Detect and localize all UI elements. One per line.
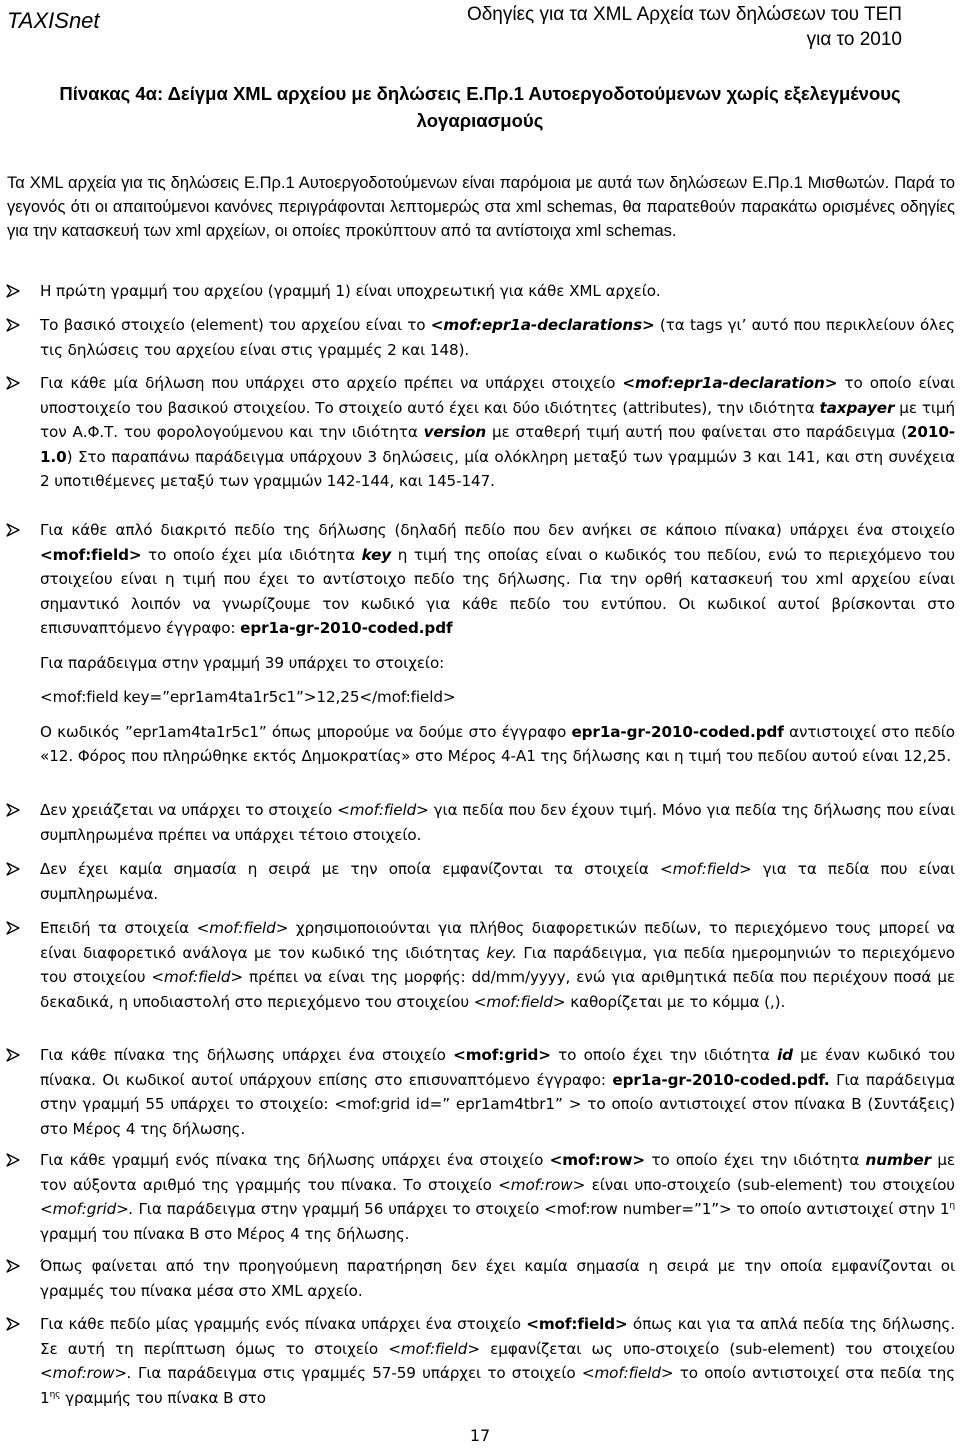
attribute-name: id [777,1046,793,1064]
list-item-text: Δεν έχει καμία σημασία η σειρά με την οποία εμφανίζονται τα στοιχεία [40,860,660,878]
xml-tag: <mof:field> [388,1339,480,1358]
list-item-text: Για κάθε γραμμή ενός πίνακα της δήλωσης υπάρχει ένα στοιχείο [40,1151,550,1169]
header-title-line1: Οδηγίες για τα XML Αρχεία των δηλώσεων του ΤΕΠ [466,4,902,25]
list-item-text: Η πρώτη γραμμή του αρχείου (γραμμή 1) είναι υποχρεωτική για κάθε XML αρχείο. [40,282,661,300]
arrow-bullet-icon [6,376,20,390]
file-reference: epr1a-gr-2010-coded.pdf [571,722,784,741]
list-item-text: με τιμή τον Α.Φ.Τ. του φορολογούμενου και την ιδιότητα [40,398,955,441]
xml-tag: <mof:row> [549,1151,646,1169]
attribute-name: key [361,545,392,564]
list-item-text: γραμμής του πίνακα Β στο [60,1388,266,1407]
list-item-text: το οποίο έχει μία ιδιότητα [141,545,362,564]
list-item [40,1254,955,1303]
table-caption-line1: Πίνακας 4α: Δείγμα XML αρχείου με δηλώσεις Ε.Πρ.1 Αυτοεργοδοτούμενων χωρίς εξελεγμένους [59,83,901,104]
xml-tag: <mof:grid> [453,1046,551,1064]
list-item-text: γραμμή του πίνακα Β στο Μέρος 4 της δήλωσης. [40,1224,410,1243]
list-item-text: με τον αύξοντα αριθμό της γραμμής του πίνακα. Το στοιχείο [40,1151,955,1194]
xml-tag: <mof:epr1a-declaration> [622,374,838,392]
xml-tag: <mof:field> [581,1364,674,1382]
list-item-text: Για κάθε απλό διακριτό πεδίο της δήλωσης (δηλαδή πεδίο που δεν ανήκει σε κάποιο πίνακα) υπάρχει ένα στοιχείο [40,521,955,539]
list-item-text: Για παράδειγμα στην γραμμή 56 υπάρχει το στοιχείο <mof:row number=”1”> το οποίο αντιστοιχεί στην 1 [133,1200,950,1218]
file-reference: epr1a-gr-2010-coded.pdf. [612,1070,830,1089]
list-item-text: Το βασικό στοιχείο (element) του αρχείου είναι το [40,316,431,334]
list-item-text: εμφανίζεται ως υπο-στοιχείο (sub-element) του στοιχείου [479,1339,955,1358]
xml-tag: <mof:field> [526,1315,628,1333]
list-item-text: το οποίο είναι υποστοιχείο του βασικού στοιχείου. Το στοιχείο αυτό έχει και δύο ιδιότητες (attributes), την ιδιότητα [40,374,955,417]
list-item [40,857,955,906]
list-item-text: Για κάθε πίνακα της δήλωσης υπάρχει ένα στοιχείο [40,1046,454,1064]
arrow-bullet-icon [6,1259,20,1273]
list-item-text: με έναν κωδικό του πίνακα. Οι κωδικοί αυτοί υπάρχουν επίσης στο επισυναπτόμενο έγγραφο: [40,1046,956,1089]
list-item-text: αντιστοιχεί στο πεδίο «12. Φόρος που πληρώθηκε εκτός Δημοκρατίας» στο Μέρος 4-Α1 της δήλωσης και η τιμή του πεδίου αυτού είναι 12,25. [40,722,955,765]
list-item-text: είναι υπο-στοιχείο (sub-element) του στοιχείου [585,1175,955,1194]
arrow-bullet-icon [6,318,20,332]
list-item [40,1312,955,1410]
list-item-text: Για παράδειγμα, για πεδία ημερομηνιών το περιεχόμενο του στοιχείου [40,943,956,986]
xml-tag: <mof:field> [337,801,429,819]
list-item-text: Για κάθε μία δήλωση που υπάρχει στο αρχείο πρέπει να υπάρχει στοιχείο [40,374,623,392]
list-item-text: πρέπει να είναι της μορφής: dd/mm/yyyy, ενώ για αριθμητικά πεδία που περιέχουν ποσά με δεκαδικά, η υποδιαστολή στο περιεχόμενο του στοιχείου [40,968,955,1011]
list-item-text: Για κάθε πεδίο μίας γραμμής ενός πίνακα υπάρχει ένα στοιχείο [40,1315,527,1333]
ordinal-superscript: η [949,1200,955,1211]
list-item-text: Για παράδειγμα στην γραμμή 55 υπάρχει το στοιχείο: <mof:grid id=” epr1am4tbr1” > το οποίο αντιστοιχεί στον πίνακα Β (Συντάξεις) στο Μέρος 4 της δήλωσης. [40,1070,955,1138]
list-item [40,1043,955,1141]
brand-logo: TAXISnet [7,8,100,33]
list-item-text: Δεν χρειάζεται να υπάρχει το στοιχείο [40,801,338,819]
table-caption [30,80,930,134]
arrow-bullet-icon [6,1153,20,1167]
example-code: <mof:field key=”epr1am4ta1r5c1”>12,25</mof:field> [40,688,456,706]
list-item [40,1148,955,1246]
list-item-text: για τα πεδία που είναι συμπληρωμένα. [40,860,955,903]
list-item-text: με σταθερή τιμή αυτή που φαίνεται στο παράδειγμα ( [486,423,907,441]
list-item-text: για πεδία που δεν έχουν τιμή. Μόνο για πεδία της δήλωσης που είναι συμπληρωμένα πρέπει να υπάρχει τέτοιο στοιχείο. [40,801,955,844]
xml-tag: <mof:field> [473,992,566,1011]
list-item-text: Όπως φαίνεται από την προηγούμενη παρατήρηση δεν έχει καμία σημασία η σειρά με την οποία εμφανίζονται οι γραμμές του πίνακα μέσα στο XML αρχείο. [40,1257,955,1300]
xml-tag: <mof:field> [151,968,244,986]
list-item-text: Ο κωδικός ”epr1am4ta1r5c1” όπως μπορούμε να δούμε στο έγγραφο [40,722,572,741]
list-item-text: Επειδή τα στοιχεία [40,919,197,937]
arrow-bullet-icon [6,1317,20,1331]
list-item-text: καθορίζεται με το κόμμα (,). [565,992,786,1011]
list-item-text: το οποίο έχει την ιδιότητα [645,1151,866,1169]
header-title-line2: για το 2010 [806,29,902,50]
xml-tag: <mof:field> [196,919,289,937]
list-item [40,371,955,494]
version-value: 2010-1.0 [40,423,955,466]
arrow-bullet-icon [6,921,20,935]
xml-tag: <mof:row> [498,1175,586,1194]
list-item-text: χρησιμοποιούνται για πλήθος διαφορετικών πεδίων, το περιεχόμενο τους μπορεί να είναι διαφορετικό ανάλογα με τον κωδικό της ιδιότητας [40,919,955,962]
xml-tag: <mof:epr1a-declarations> [430,316,655,334]
arrow-bullet-icon [6,284,20,298]
list-item-text: το οποίο αντιστοιχεί στα πεδία της 1 [40,1364,956,1407]
example-intro: Για παράδειγμα στην γραμμή 39 υπάρχει το στοιχείο: [40,653,445,672]
list-item-text: Για παράδειγμα στις γραμμές 57-59 υπάρχει το στοιχείο [131,1364,582,1382]
table-caption-line2: λογαριασμούς [416,110,544,131]
list-item-text: το οποίο έχει την ιδιότητα [550,1046,778,1064]
xml-tag: <mof:field> [659,860,752,878]
xml-tag: <mof:row>. [40,1364,132,1382]
attribute-name: key. [486,943,517,962]
arrow-bullet-icon [6,862,20,876]
attribute-name: number [865,1151,932,1169]
arrow-bullet-icon [6,803,20,817]
attribute-name: version [423,423,487,441]
intro-paragraph: Τα XML αρχεία για τις δηλώσεις Ε.Πρ.1 Αυτοεργοδοτούμενων είναι παρόμοια με αυτά των δηλώσεων Ε.Πρ.1 Μισθωτών. Παρά το γεγονός ότι οι απαιτούμενοι κανόνες περιγράφονται λεπτομερώς στα xml schemas, θα παρατεθούν παρακάτω ορισμένες οδηγίες για την κατασκευή των xml αρχείων, οι οποίες προκύπτουν από τα αντίστοιχα xml schemas. [7,174,955,240]
list-item [40,916,955,1014]
running-header [382,2,902,52]
list-item [40,279,955,304]
list-item-text: (τα tags γι’ αυτό που περικλείουν όλες τις δηλώσεις του αρχείου είναι στις γραμμές 2 και 148). [40,316,955,359]
xml-tag: <mof:field> [40,545,142,564]
list-item [40,313,955,362]
xml-tag: <mof:grid>. [40,1200,134,1218]
list-item [40,518,955,769]
list-item-text: ) Στο παραπάνω παράδειγμα υπάρχουν 3 δηλώσεις, μία ολόκληρη μεταξύ των γραμμών 3 και 141, και στη συνέχεια 2 υποτιθέμενες μεταξύ των γραμμών 142-144, και 145-147. [40,447,955,490]
ordinal-superscript: ης [49,1389,61,1400]
list-item-text: η τιμή της οποίας είναι ο κωδικός του πεδίου, ενώ το περιεχόμενο του στοιχείου είναι η τιμή που έχει το αντίστοιχο πεδίο της δήλωσης. Για την ορθή κατασκευή του xml αρχείου είναι σημαντικό λοιπόν να γνωρίζουμε τον κωδικό για κάθε πεδίο του εντύπου. Οι κωδικοί αυτοί βρίσκονται στο επισυναπτόμενο έγγραφο: [40,545,955,637]
arrow-bullet-icon [6,523,20,537]
list-item [40,798,955,847]
list-item-text: όπως και για τα απλά πεδία της δήλωσης. Σε αυτή τη περίπτωση όμως το στοιχείο [40,1315,955,1358]
page-number: 17 [469,1426,491,1445]
file-reference: epr1a-gr-2010-coded.pdf [240,619,453,637]
arrow-bullet-icon [6,1048,20,1062]
attribute-name: taxpayer [819,398,895,417]
